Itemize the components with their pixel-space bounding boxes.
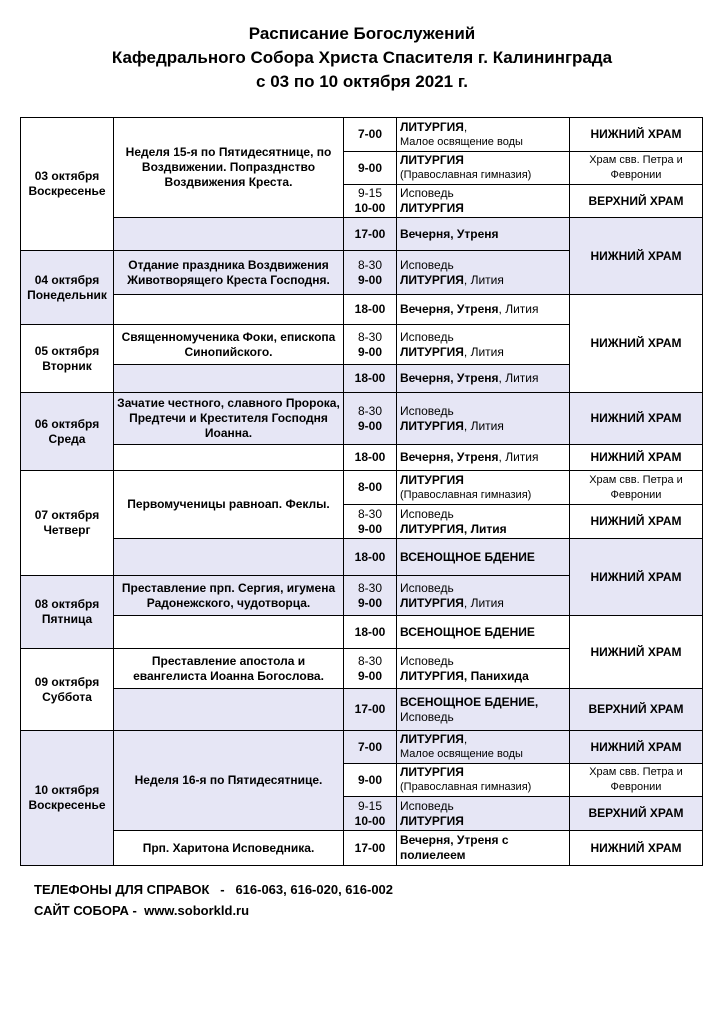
time-cell: 17-00 bbox=[344, 689, 397, 731]
service-cell: Вечерня, Утреня, Лития bbox=[397, 365, 570, 393]
time-cell: 18-00 bbox=[344, 365, 397, 393]
service-cell: Исповедь ЛИТУРГИЯ bbox=[397, 185, 570, 218]
service-cell: Вечерня, Утреня bbox=[397, 218, 570, 251]
date-cell: 10 октября Воскресенье bbox=[21, 731, 114, 866]
table-row bbox=[21, 295, 703, 325]
site-link[interactable]: www.soborkld.ru bbox=[144, 903, 250, 918]
title-line-1: Расписание Богослужений bbox=[248, 24, 476, 43]
service-cell: Исповедь ЛИТУРГИЯ, Лития bbox=[397, 251, 570, 295]
table-row bbox=[21, 445, 703, 471]
feast-cell-empty bbox=[114, 689, 344, 731]
service-cell: Исповедь ЛИТУРГИЯ bbox=[397, 797, 570, 831]
title-line-3: с 03 по 10 октября 2021 г. bbox=[256, 72, 468, 91]
phones-line: ТЕЛЕФОНЫ ДЛЯ СПРАВОК - 616-063, 616-020, 616-002 bbox=[34, 882, 394, 897]
table-row bbox=[21, 689, 703, 731]
temple-cell: НИЖНИЙ ХРАМ bbox=[570, 295, 703, 393]
time-cell: 8-30 9-00 bbox=[344, 325, 397, 365]
feast-cell: Преставление прп. Сергия, игумена Радонежского, чудотворца. bbox=[114, 576, 344, 616]
time-cell: 8-30 9-00 bbox=[344, 505, 397, 539]
service-cell: ВСЕНОЩНОЕ БДЕНИЕ bbox=[397, 539, 570, 576]
site-line: САЙТ СОБОРА - www.soborkld.ru bbox=[34, 903, 250, 918]
time-cell: 9-00 bbox=[344, 764, 397, 797]
service-cell: ВСЕНОЩНОЕ БДЕНИЕ bbox=[397, 616, 570, 649]
service-cell: Исповедь ЛИТУРГИЯ, Лития bbox=[397, 393, 570, 445]
date-cell: 05 октября Вторник bbox=[21, 325, 114, 393]
time-cell: 8-30 9-00 bbox=[344, 576, 397, 616]
feast-cell-empty bbox=[114, 616, 344, 649]
service-cell: ЛИТУРГИЯ, Малое освящение воды bbox=[397, 118, 570, 152]
table-row bbox=[21, 831, 703, 866]
feast-cell: Преставление апостола и евангелиста Иоанна Богослова. bbox=[114, 649, 344, 689]
date-cell: 04 октября Понедельник bbox=[21, 251, 114, 325]
service-cell: Вечерня, Утреня с полиелеем bbox=[397, 831, 570, 866]
table-row bbox=[21, 118, 703, 152]
footer bbox=[34, 879, 393, 921]
temple-cell: НИЖНИЙ ХРАМ bbox=[570, 393, 703, 445]
service-cell: ВСЕНОЩНОЕ БДЕНИЕ, Исповедь bbox=[397, 689, 570, 731]
time-cell: 18-00 bbox=[344, 616, 397, 649]
table-row bbox=[21, 393, 703, 445]
feast-cell-empty bbox=[114, 295, 344, 325]
temple-cell: ВЕРХНИЙ ХРАМ bbox=[570, 689, 703, 731]
time-cell: 8-30 9-00 bbox=[344, 251, 397, 295]
feast-cell: Прп. Харитона Исповедника. bbox=[114, 831, 344, 866]
time-cell: 9-00 bbox=[344, 152, 397, 185]
service-cell: ЛИТУРГИЯ (Православная гимназия) bbox=[397, 152, 570, 185]
temple-cell: Храм свв. Петра и Февронии bbox=[570, 152, 703, 185]
feast-cell: Первомученицы равноап. Феклы. bbox=[114, 471, 344, 539]
time-cell: 7-00 bbox=[344, 118, 397, 152]
temple-cell: НИЖНИЙ ХРАМ bbox=[570, 731, 703, 764]
service-cell: Вечерня, Утреня, Лития bbox=[397, 295, 570, 325]
feast-cell-empty bbox=[114, 365, 344, 393]
feast-cell-empty bbox=[114, 539, 344, 576]
service-cell: ЛИТУРГИЯ (Православная гимназия) bbox=[397, 471, 570, 505]
title-line-2: Кафедрального Собора Христа Спасителя г. Калининграда bbox=[111, 48, 613, 67]
feast-cell: Священномученика Фоки, епископа Синопийского. bbox=[114, 325, 344, 365]
temple-cell: НИЖНИЙ ХРАМ bbox=[570, 218, 703, 295]
service-cell: ЛИТУРГИЯ (Православная гимназия) bbox=[397, 764, 570, 797]
service-cell: Вечерня, Утреня, Лития bbox=[397, 445, 570, 471]
temple-cell: НИЖНИЙ ХРАМ bbox=[570, 505, 703, 539]
feast-cell: Зачатие честного, славного Пророка, Предтечи и Крестителя Господня Иоанна. bbox=[114, 393, 344, 445]
temple-cell: НИЖНИЙ ХРАМ bbox=[570, 831, 703, 866]
time-cell: 8-00 bbox=[344, 471, 397, 505]
feast-cell-empty bbox=[114, 218, 344, 251]
date-cell: 06 октября Среда bbox=[21, 393, 114, 471]
time-cell: 17-00 bbox=[344, 831, 397, 866]
page-title bbox=[0, 22, 724, 94]
date-cell: 07 октября Четверг bbox=[21, 471, 114, 576]
temple-cell: НИЖНИЙ ХРАМ bbox=[570, 118, 703, 152]
temple-cell: НИЖНИЙ ХРАМ bbox=[570, 616, 703, 689]
temple-cell: Храм свв. Петра и Февронии bbox=[570, 471, 703, 505]
feast-cell: Неделя 15-я по Пятидесятнице, по Воздвижении. Попразднство Воздвижения Креста. bbox=[114, 118, 344, 218]
service-cell: ЛИТУРГИЯ, Малое освящение воды bbox=[397, 731, 570, 764]
service-cell: Исповедь ЛИТУРГИЯ, Лития bbox=[397, 325, 570, 365]
time-cell: 18-00 bbox=[344, 445, 397, 471]
schedule-table bbox=[20, 117, 703, 866]
temple-cell: НИЖНИЙ ХРАМ bbox=[570, 445, 703, 471]
temple-cell: НИЖНИЙ ХРАМ bbox=[570, 539, 703, 616]
feast-cell-empty bbox=[114, 445, 344, 471]
table-row bbox=[21, 731, 703, 764]
temple-cell: ВЕРХНИЙ ХРАМ bbox=[570, 797, 703, 831]
service-cell: Исповедь ЛИТУРГИЯ, Панихида bbox=[397, 649, 570, 689]
temple-cell: ВЕРХНИЙ ХРАМ bbox=[570, 185, 703, 218]
table-row bbox=[21, 616, 703, 649]
time-cell: 9-15 10-00 bbox=[344, 185, 397, 218]
feast-cell: Отдание праздника Воздвижения Животворящего Креста Господня. bbox=[114, 251, 344, 295]
time-cell: 8-30 9-00 bbox=[344, 393, 397, 445]
table-row bbox=[21, 471, 703, 505]
table-row bbox=[21, 218, 703, 251]
date-cell: 08 октября Пятница bbox=[21, 576, 114, 649]
time-cell: 9-15 10-00 bbox=[344, 797, 397, 831]
service-cell: Исповедь ЛИТУРГИЯ, Лития bbox=[397, 505, 570, 539]
time-cell: 18-00 bbox=[344, 295, 397, 325]
date-cell: 09 октября Суббота bbox=[21, 649, 114, 731]
table-row bbox=[21, 539, 703, 576]
service-cell: Исповедь ЛИТУРГИЯ, Лития bbox=[397, 576, 570, 616]
temple-cell: Храм свв. Петра и Февронии bbox=[570, 764, 703, 797]
time-cell: 8-30 9-00 bbox=[344, 649, 397, 689]
date-cell: 03 октября Воскресенье bbox=[21, 118, 114, 251]
time-cell: 18-00 bbox=[344, 539, 397, 576]
feast-cell: Неделя 16-я по Пятидесятнице. bbox=[114, 731, 344, 831]
time-cell: 7-00 bbox=[344, 731, 397, 764]
time-cell: 17-00 bbox=[344, 218, 397, 251]
